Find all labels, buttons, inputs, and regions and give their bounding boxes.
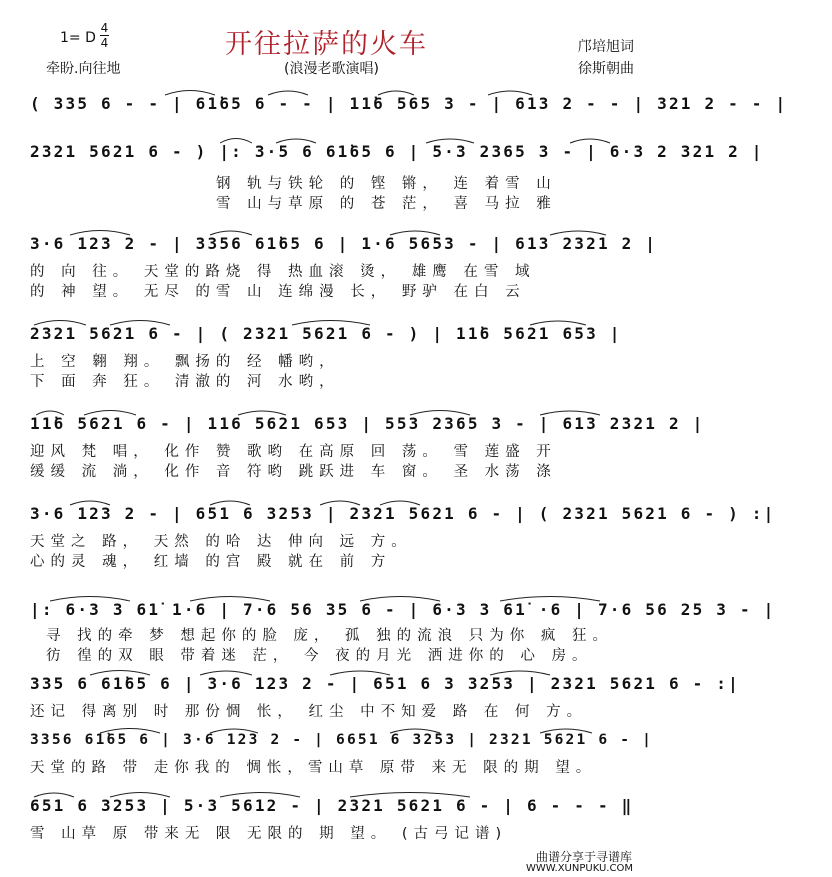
- notation-line: ( 335 6 - - | 61̇65 6 - - | 11̇6 565 3 - | 613 2 - - | 321 2 - - |: [30, 94, 788, 113]
- notation-line: 2321 5621 6 - | ( 2321 5621 6 - ) | 11̇6 5621 653 |: [30, 324, 622, 343]
- song-title: 开往拉萨的火车: [225, 29, 428, 60]
- key-signature: 1= D: [60, 30, 96, 46]
- lyric-verse-1: 上 空 翱 翔。 飘扬的 经 幡哟，: [30, 354, 340, 370]
- lyric-verse-1: 天堂之 路， 天然 的哈 达 伸向 远 方。: [30, 534, 412, 550]
- notation-line: 11̇6 5621 6 - | 116 5621 653 | 553 2365 3 - | 613 2321 2 |: [30, 414, 705, 433]
- score-system-1: [30, 86, 788, 126]
- subtitle: (浪漫老歌演唱): [284, 61, 379, 77]
- notation-line: 2321 5621 6 - ) |: 3·5 6 61̇65 6 | 5·3 2365 3 - | 6·3 2 321 2 |: [30, 142, 764, 161]
- lyric-verse-2: 的 神 望。 无尽 的雪 山 连绵漫 长， 野驴 在白 云: [30, 284, 526, 300]
- score-system-3: [30, 226, 658, 306]
- lyric-verse-1: 寻 找的牵 梦 想起你的脸 庞， 孤 独的流浪 只为你 疯 狂。: [46, 628, 613, 644]
- footer-url: WWW.XUNPUKU.COM: [526, 863, 633, 874]
- score-system-8: [30, 666, 740, 722]
- notation-line: 3·6 123 2 - | 651 6 3253 | 2321 5621 6 - | ( 2321 5621 6 - ) :|: [30, 504, 776, 523]
- notation-line: 335 6 61̇65 6 | 3·6 123 2 - | 651 6 3 3253 | 2321 5621 6 - :|: [30, 674, 740, 693]
- lyric-verse-1: 的 向 往。 天堂的路烧 得 热血滚 烫， 雄鹰 在雪 域: [30, 264, 536, 280]
- score-system-2: [30, 134, 764, 230]
- lyric-verse-2: 彷 徨的双 眼 带着迷 茫， 今 夜的月光 洒进你的 心 房。: [46, 648, 593, 664]
- score-system-4: [30, 316, 646, 396]
- score-system-10: [30, 788, 646, 844]
- lyric-verse-2: 雪 山与草原 的 苍 茫， 喜 马拉 雅: [216, 196, 557, 212]
- time-signature-bottom: 4: [100, 36, 109, 50]
- lyricist: 邝培旭词: [578, 39, 634, 55]
- score-system-5: [30, 406, 705, 486]
- artwork-credit: 牵盼.向往地: [46, 61, 121, 77]
- composer: 徐斯朝曲: [578, 61, 634, 77]
- lyric-verse-1: 迎风 梵 唱， 化作 赞 歌哟 在高原 回 荡。 雪 莲盛 开: [30, 444, 557, 460]
- time-signature-top: 4: [100, 21, 109, 35]
- lyric-verse-1: 钢 轨与铁轮 的 铿 锵， 连 着雪 山: [216, 176, 557, 192]
- lyric-verse-2: 缓缓 流 淌， 化作 音 符哟 跳跃进 车 窗。 圣 水荡 涤: [30, 464, 557, 480]
- notation-line: |: 6·3 3 61̇ 1·6 | 7·6 56 35 6 - | 6·3 3 61̇ ·6 | 7·6 56 25 3 - |: [30, 600, 776, 619]
- notation-line: 3356 61̇65 6 | 3·6 123 2 - | 6651 6 3253 | 2321 5621 6 - |: [30, 732, 653, 748]
- time-signature: [100, 22, 109, 49]
- score-system-7: [30, 592, 776, 664]
- lyric-verse-2: 下 面 奔 狂。 清澈的 河 水哟，: [30, 374, 340, 390]
- lyric-verse-1: 雪 山草 原 带来无 限 无限的 期 望。 (古弓记谱): [30, 826, 508, 842]
- footer-watermark: 曲谱分享于寻谱库: [536, 850, 633, 864]
- lyric-verse-2: 心的灵 魂， 红墙 的宫 殿 就在 前 方: [30, 554, 392, 570]
- lyric-verse-1: 还记 得离别 时 那份惆 怅， 红尘 中不知爱 路 在 何 方。: [30, 704, 588, 720]
- score-system-6: [30, 496, 776, 576]
- lyric-verse-1: 天堂的路 带 走你我的 惆怅，雪山草 原带 来无 限的期 望。: [30, 760, 597, 776]
- notation-line: 3·6 123 2 - | 3356 61̇65 6 | 1·6 5653 - | 613 2321 2 |: [30, 234, 658, 253]
- score-system-9: [30, 724, 653, 780]
- notation-line: 651 6 3253 | 5·3 5612 - | 2321 5621 6 - | 6 - - - ‖: [30, 796, 634, 815]
